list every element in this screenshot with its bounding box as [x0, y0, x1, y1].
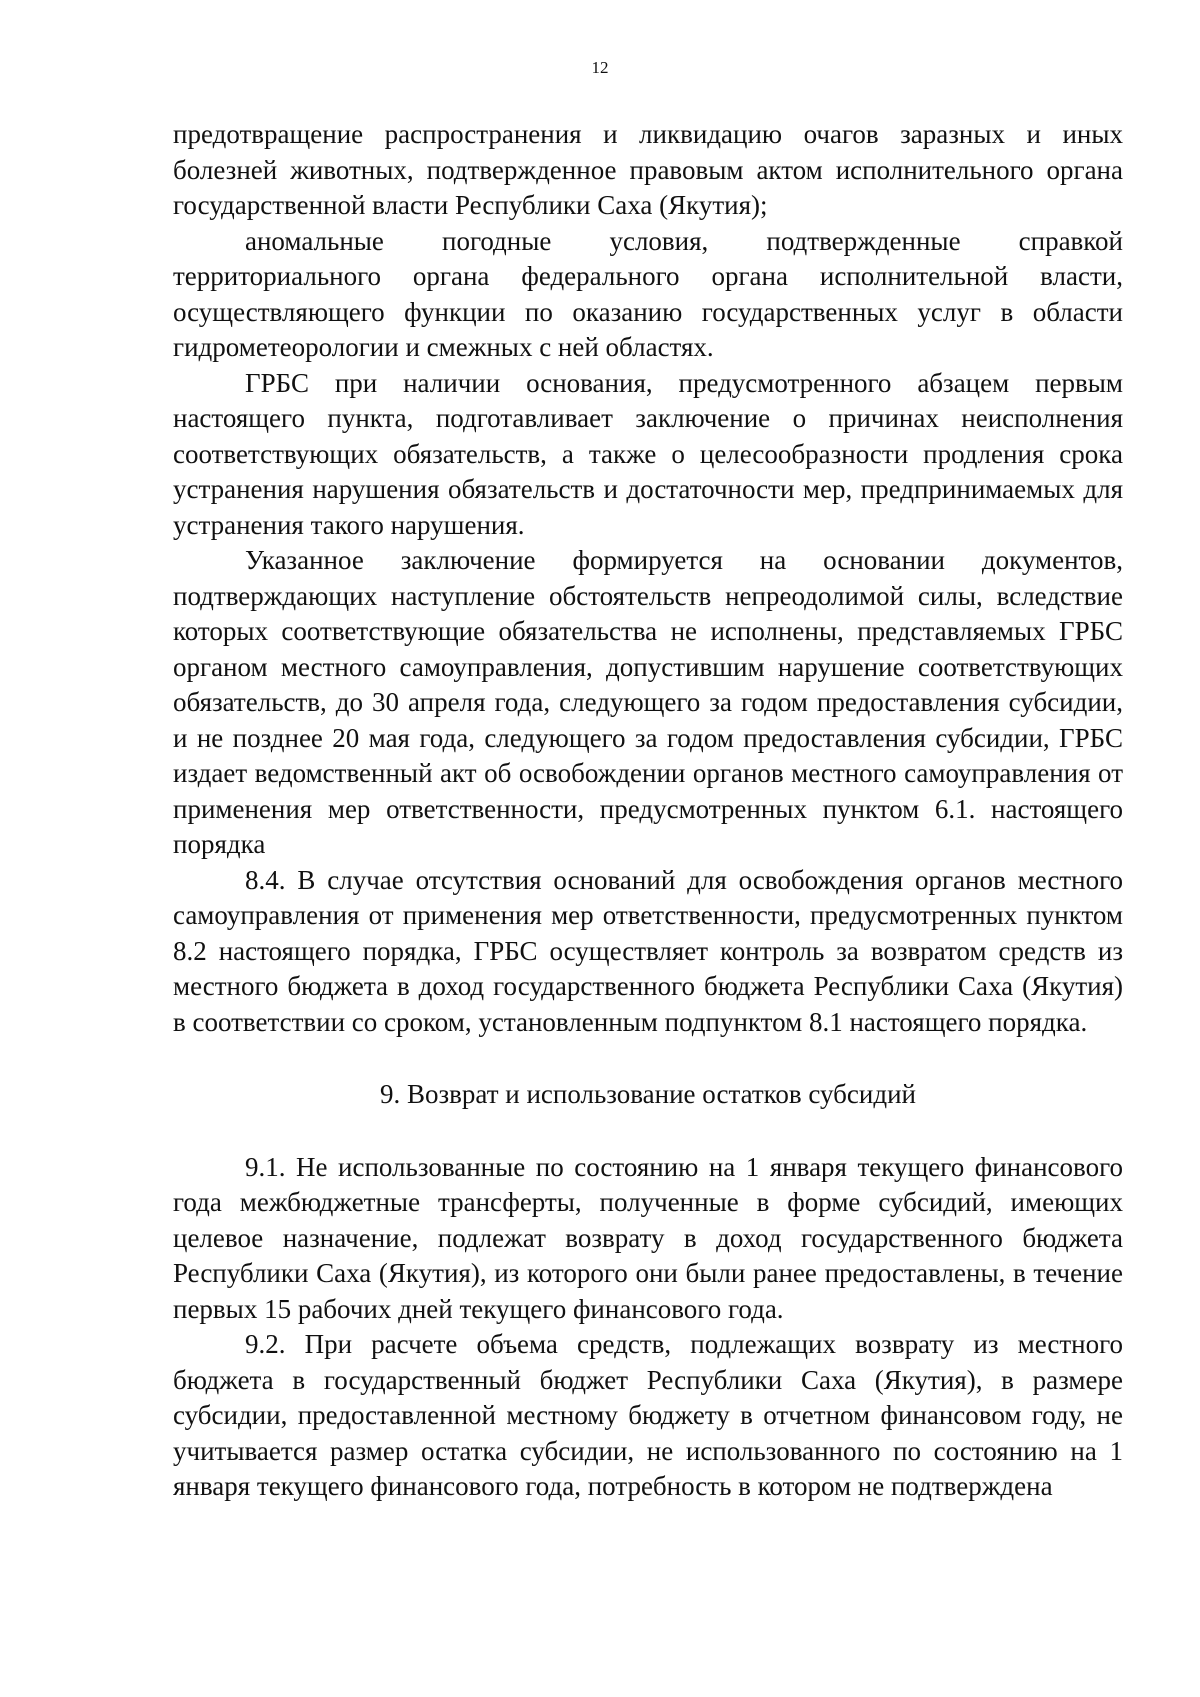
paragraph: аномальные погодные условия, подтвержденные справкой территориального органа федерального органа исполнительной власти, осуществляющего функции по оказанию государственных услуг в области гидрометеорологии и смежных с ней областях. — [173, 225, 1123, 362]
page-number: 12 — [591, 58, 609, 77]
section-heading: 9. Возврат и использование остатков субсидий — [380, 1079, 916, 1109]
paragraph: ГРБС при наличии основания, предусмотренного абзацем первым настоящего пункта, подготавливает заключение о причинах неисполнения соответствующих обязательств, а также о целесообразности продления срока устранения нарушения обязательств и достаточности мер, предпринимаемых для устранения такого нарушения. — [173, 367, 1123, 540]
paragraph: Указанное заключение формируется на основании документов, подтверждающих наступление обстоятельств непреодолимой силы, вследствие которых соответствующие обязательства не исполнены, представляемых ГРБС органом местного самоуправления, допустившим нарушение соответствующих обязательств, до 30 апреля года, следующего за годом предоставления субсидии, и не позднее 20 мая года, следующего за годом предоставления субсидии, ГРБС издает ведомственный акт об освобождении органов местного самоуправления от применения мер ответственности, предусмотренных пунктом 6.1. настоящего порядка — [173, 545, 1123, 859]
document-body — [173, 117, 1123, 1505]
paragraph-continued: предотвращение распространения и ликвидацию очагов заразных и иных болезней животных, подтвержденное правовым актом исполнительного органа государственной власти Республики Саха (Якутия); — [173, 119, 1123, 220]
paragraph-9-1: 9.1. Не использованные по состоянию на 1 января текущего финансового года межбюджетные трансферты, полученные в форме субсидий, имеющих целевое назначение, подлежат возврату в доход государственного бюджета Республики Саха (Якутия), из которого они были ранее предоставлены, в течение первых 15 рабочих дней текущего финансового года. — [173, 1151, 1123, 1324]
paragraph-8-4: 8.4. В случае отсутствия оснований для освобождения органов местного самоуправления от применения мер ответственности, предусмотренных пунктом 8.2 настоящего порядка, ГРБС осуществляет контроль за возвратом средств из местного бюджета в доход государственного бюджета Республики Саха (Якутия) в соответствии со сроком, установленным подпунктом 8.1 настоящего порядка. — [173, 864, 1123, 1037]
paragraph-9-2: 9.2. При расчете объема средств, подлежащих возврату из местного бюджета в государственный бюджет Республики Саха (Якутия), в размере субсидии, предоставленной местному бюджету в отчетном финансовом году, не учитывается размер остатка субсидии, не использованного по состоянию на 1 января текущего финансового года, потребность в котором не подтверждена — [173, 1329, 1123, 1501]
